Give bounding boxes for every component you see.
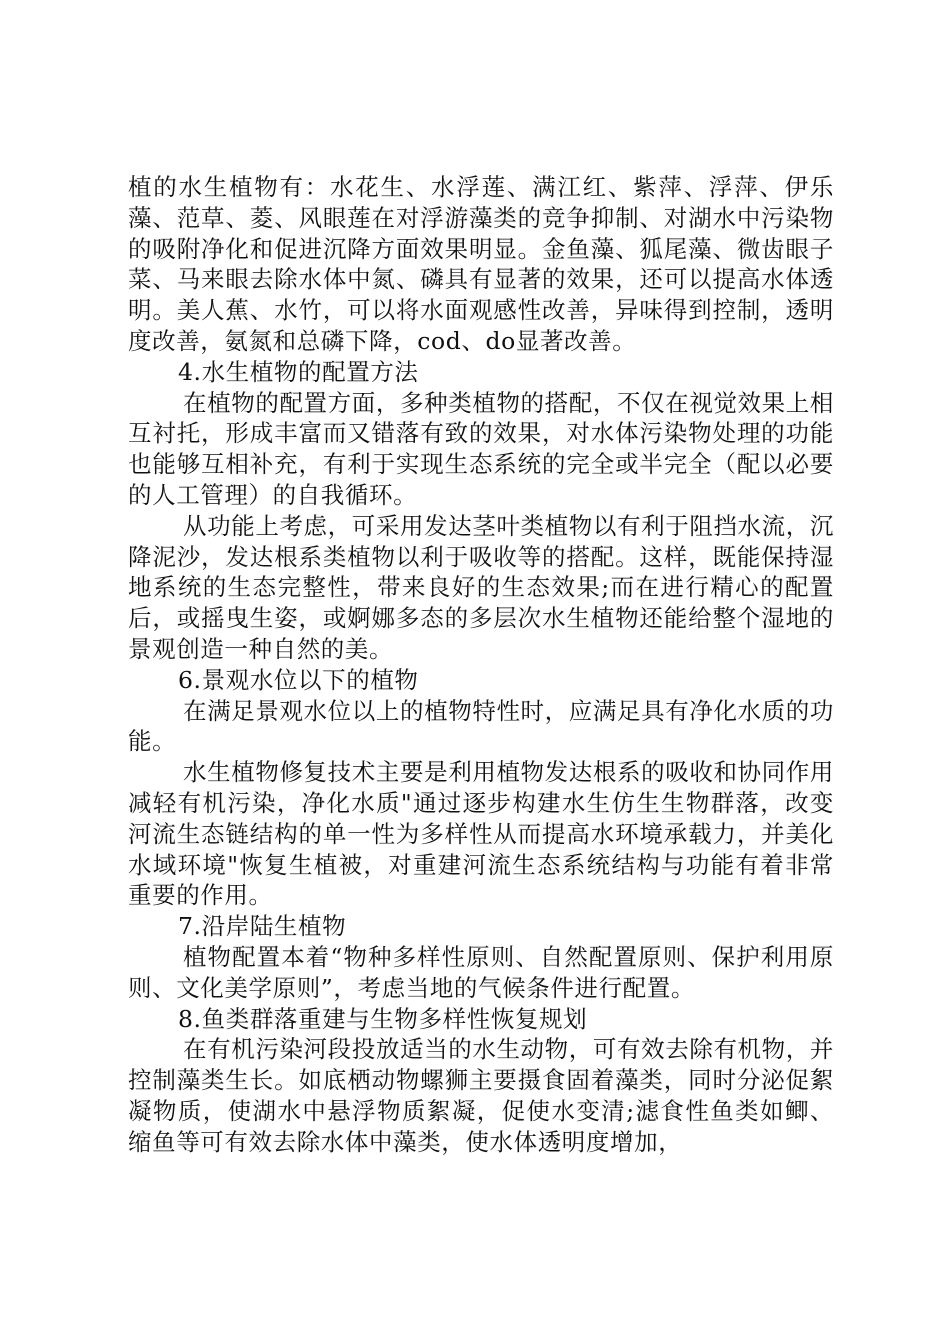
heading-section-4: 4.水生植物的配置方法 — [178, 357, 419, 386]
paragraph-fish-community: 在有机污染河段投放适当的水生动物，可有效去除有机物，并控制藻类生长。如底栖动物螺狮主要摄食固着藻类，同时分泌促絮凝物质，使湖水中悬浮物质絮凝，促使水变清;滤食性鱼类如鲫、缩鱼等可有效去除水体中藻类，使水体透明度增加， — [128, 1035, 834, 1156]
heading-section-7: 7.沿岸陆生植物 — [178, 912, 347, 941]
paragraph-shore-plants: 植物配置本着“物种多样性原则、自然配置原则、保护利用原则、文化美学原则”，考虑当地的气候条件进行配置。 — [128, 942, 834, 1002]
paragraph-remediation-technology: 水生植物修复技术主要是利用植物发达根系的吸收和协同作用减轻有机污染，净化水质"通过逐步构建水生仿生生物群落，改变河流生态链结构的单一性为多样性从而提高水环境承载力，并美化水域环境"恢复生植被，对重建河流生态系统结构与功能有着非常重要的作用。 — [128, 758, 834, 910]
paragraph-functional-consideration: 从功能上考虑，可采用发达茎叶类植物以有利于阻挡水流，沉降泥沙，发达根系类植物以利于吸收等的搭配。这样，既能保持湿地系统的生态完整性，带来良好的生态效果;而在进行精心的配置后，或摇曳生姿，或婀娜多态的多层次水生植物还能给整个湿地的景观创造一种自然的美。 — [128, 511, 834, 663]
paragraph-aquatic-plants-list: 植的水生植物有：水花生、水浮莲、满江红、紫萍、浮萍、伊乐藻、范草、菱、风眼莲在对浮游藻类的竞争抑制、对湖水中污染物的吸附净化和促进沉降方面效果明显。金鱼藻、狐尾藻、微齿眼子菜、马来眼去除水体中氮、磷具有显著的效果，还可以提高水体透明。美人蕉、水竹，可以将水面观感性改善，异味得到控制，透明度改善，氨氮和总磷下降，cod、do显著改善。 — [128, 173, 834, 355]
paragraph-below-water-level: 在满足景观水位以上的植物特性时，应满足具有净化水质的功能。 — [128, 696, 834, 756]
document-body — [128, 172, 834, 1158]
paragraph-plant-configuration: 在植物的配置方面，多种类植物的搭配，不仅在视觉效果上相互衬托，形成丰富而又错落有致的效果，对水体污染物处理的功能也能够互相补充，有利于实现生态系统的完全或半完全（配以必要的人工管理）的自我循环。 — [128, 388, 834, 509]
heading-section-6: 6.景观水位以下的植物 — [178, 665, 419, 694]
heading-section-8: 8.鱼类群落重建与生物多样性恢复规划 — [178, 1004, 588, 1033]
